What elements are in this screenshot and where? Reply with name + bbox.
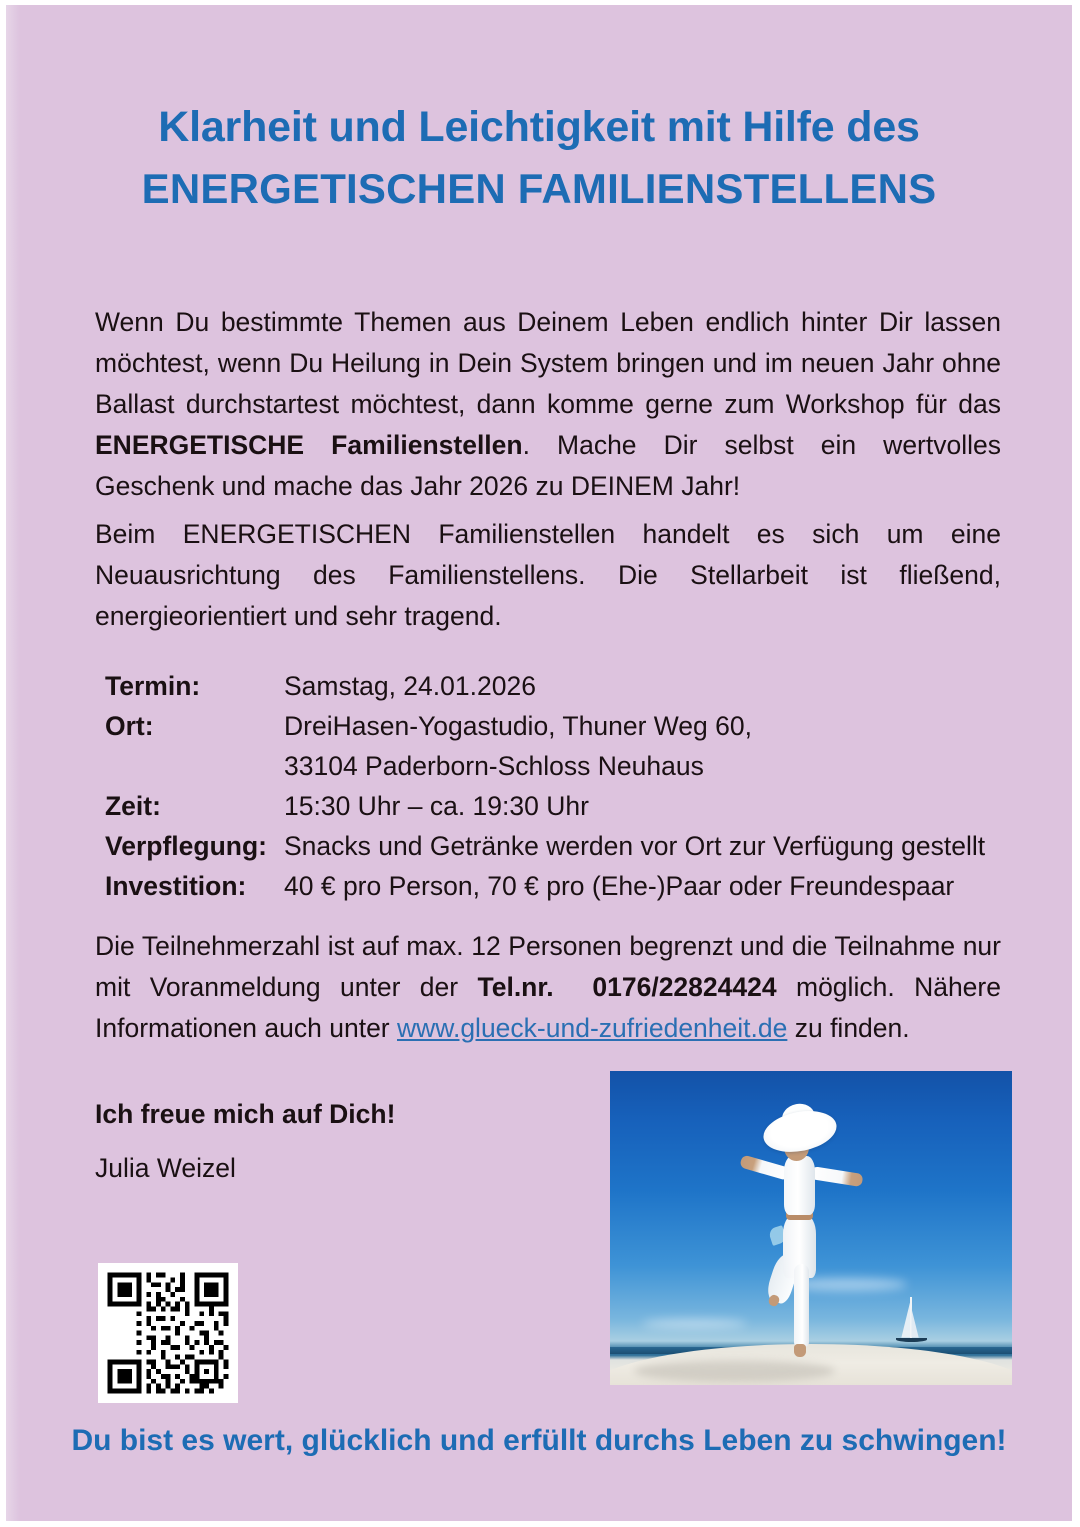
detail-label-verpflegung: Verpflegung: (105, 831, 267, 861)
woman-front-leg (794, 1264, 809, 1347)
sailboat-sail (901, 1302, 910, 1337)
sailboat-sail (911, 1306, 919, 1338)
photo-sailboat (893, 1297, 929, 1350)
author-name: Julia Weizel (95, 1153, 236, 1183)
photo-jumping-woman (757, 1112, 866, 1357)
intro-text-part-2: . Mache Dir selbst ein wertvolles Geschenk und mache das Jahr 2026 zu DEINEM Jahr! (95, 430, 1001, 501)
event-details-list (105, 666, 1005, 906)
detail-row-ort-continued (105, 746, 1005, 786)
detail-value-zeit: 15:30 Uhr – ca. 19:30 Uhr (284, 791, 589, 821)
detail-label-termin: Termin: (105, 671, 201, 701)
detail-row-investition (105, 866, 1005, 906)
detail-value-ort-line-1: DreiHasen-Yogastudio, Thuner Weg 60, (284, 711, 752, 741)
flyer-page (6, 5, 1072, 1521)
woman-front-foot (794, 1344, 806, 1356)
description-paragraph: Beim ENERGETISCHEN Familienstellen handelt es sich um eine Neuausrichtung des Familienstellens. Die Stellarbeit ist fließend, energieorientiert und sehr tragend. (95, 519, 1001, 631)
detail-value-verpflegung: Snacks und Getränke werden vor Ort zur Verfügung gestellt (284, 831, 986, 861)
registration-paragraph (95, 926, 1001, 1049)
page-title-line-1: Klarheit und Leichtigkeit mit Hilfe des (158, 103, 920, 151)
detail-row-ort (105, 706, 1005, 746)
closing-line: Ich freue mich auf Dich! (95, 1099, 396, 1129)
page-title-line-2: ENERGETISCHEN FAMILIENSTELLENS (141, 165, 937, 212)
page-edge-sheen (6, 5, 20, 1521)
woman-right-arm (810, 1166, 864, 1187)
registration-text-part-2: möglich. Nähere Informationen auch unter (95, 972, 1001, 1043)
intro-emphasis: ENERGETISCHE Familienstellen (95, 430, 523, 460)
phone-number: 0176/22824424 (592, 972, 777, 1002)
page-title (6, 97, 1072, 219)
intro-text-part-1: Wenn Du bestimmte Themen aus Deinem Leben endlich hinter Dir lassen möchtest, wenn Du Heilung in Dein System bringen und im neuen Jahr ohne Ballast durchstartest möchtest, dann komme gerne zum Workshop für das (95, 307, 1001, 419)
detail-value-termin: Samstag, 24.01.2026 (284, 671, 536, 701)
phone-label: Tel.nr. (477, 972, 554, 1002)
photo-sand-shadow (634, 1360, 835, 1382)
sailboat-hull (896, 1338, 926, 1343)
woman-jumping-on-beach-photo (610, 1071, 1012, 1385)
qr-code[interactable] (98, 1263, 238, 1403)
woman-sun-hat (760, 1105, 840, 1158)
detail-row-termin (105, 666, 1005, 706)
detail-row-zeit (105, 786, 1005, 826)
detail-row-verpflegung (105, 826, 1005, 866)
registration-text-part-1: Die Teilnehmerzahl ist auf max. 12 Personen begrenzt und die Teilnahme nur mit Voranmeldung unter der (95, 931, 1001, 1002)
intro-paragraph (95, 302, 1001, 507)
detail-label-investition: Investition: (105, 871, 247, 901)
detail-value-ort-line-2: 33104 Paderborn-Schloss Neuhaus (284, 751, 704, 781)
detail-label-ort: Ort: (105, 711, 154, 741)
website-link[interactable]: www.glueck-und-zufriedenheit.de (397, 1013, 788, 1043)
registration-text-part-3: zu finden. (787, 1013, 910, 1043)
footer-tagline: Du bist es wert, glücklich und erfüllt durchs Leben zu schwingen! (71, 1424, 1007, 1457)
detail-value-investition: 40 € pro Person, 70 € pro (Ehe-)Paar oder Freundespaar (284, 871, 955, 901)
detail-label-zeit: Zeit: (105, 791, 161, 821)
woman-top (784, 1156, 815, 1215)
